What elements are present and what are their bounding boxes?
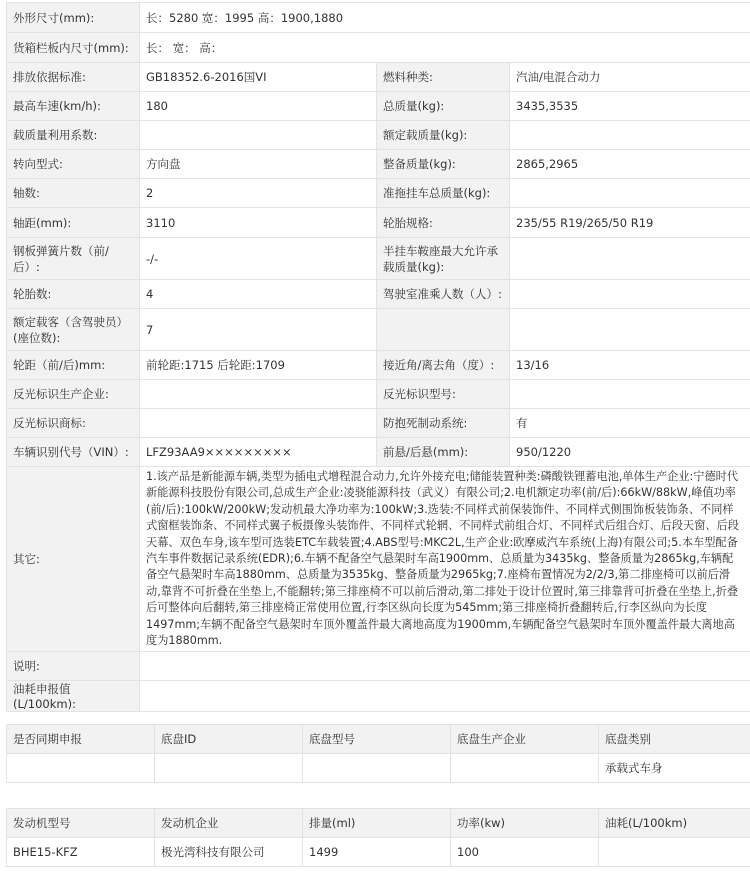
spec-value: 2865,2965 <box>510 150 750 179</box>
spec-label: 前悬/后悬(mm): <box>377 438 510 467</box>
spec-value: LFZ93AA9××××××××× <box>140 438 377 467</box>
spec-label: 整备质量(kg): <box>377 150 510 179</box>
spec-value: -/- <box>140 238 377 280</box>
spec-label: 说明: <box>7 652 140 681</box>
spec-value: 长： 宽： 高： <box>140 33 750 63</box>
table-row <box>7 754 750 783</box>
spec-row <box>7 238 750 280</box>
spec-value: 3110 <box>140 208 377 238</box>
spec-row <box>7 63 750 92</box>
spec-value <box>140 681 750 712</box>
spec-row <box>7 179 750 208</box>
engine-header-displacement: 排量(ml) <box>303 809 451 838</box>
spec-label: 转向型式: <box>7 150 140 179</box>
chassis-header-row <box>7 725 750 754</box>
spec-row <box>7 92 750 121</box>
spec-label: 轮胎数: <box>7 280 140 309</box>
spec-label: 半挂车鞍座最大允许承载质量(kg): <box>377 238 510 280</box>
spec-label: 反光标识型号: <box>377 380 510 409</box>
spec-value: 2 <box>140 179 377 208</box>
chassis-header-type: 底盘类别 <box>599 725 750 754</box>
spec-label: 燃料种类: <box>377 63 510 92</box>
spec-value: 7 <box>140 309 377 351</box>
engine-cell: 100 <box>451 838 599 867</box>
spec-row <box>7 309 750 351</box>
chassis-cell <box>7 754 155 783</box>
spec-value <box>140 652 750 681</box>
engine-table <box>6 808 750 867</box>
spec-value <box>510 179 750 208</box>
spec-label: 货箱栏板内尺寸(mm): <box>7 33 140 63</box>
spec-label: 其它: <box>7 467 140 652</box>
spec-value: 3435,3535 <box>510 92 750 121</box>
engine-header-model: 发动机型号 <box>7 809 155 838</box>
engine-cell: 1499 <box>303 838 451 867</box>
spec-value: 180 <box>140 92 377 121</box>
spec-label: 反光标识商标: <box>7 409 140 438</box>
chassis-header-model: 底盘型号 <box>303 725 451 754</box>
spec-row <box>7 150 750 179</box>
spec-label: 排放依据标准: <box>7 63 140 92</box>
vehicle-spec-table <box>6 2 750 712</box>
spec-label: 载质量利用系数: <box>7 121 140 150</box>
spec-label: 轮胎规格: <box>377 208 510 238</box>
spec-label: 钢板弹簧片数（前/后）: <box>7 238 140 280</box>
spec-row-fuel <box>7 681 750 712</box>
spec-row-other <box>7 467 750 652</box>
table-row <box>7 838 750 867</box>
spec-label: 接近角/离去角（度）: <box>377 351 510 380</box>
chassis-header-maker: 底盘生产企业 <box>451 725 599 754</box>
spec-row <box>7 280 750 309</box>
spec-value <box>510 380 750 409</box>
spec-label: 油耗申报值(L/100km): <box>7 681 140 712</box>
spec-value <box>510 121 750 150</box>
spec-value <box>510 280 750 309</box>
spec-row-note <box>7 652 750 681</box>
spec-value <box>140 121 377 150</box>
chassis-cell <box>303 754 451 783</box>
spec-label: 轴数: <box>7 179 140 208</box>
spec-label: 驾驶室准乘人数（人）: <box>377 280 510 309</box>
chassis-cell <box>451 754 599 783</box>
engine-cell <box>599 838 750 867</box>
spec-row <box>7 351 750 380</box>
spec-value: 长：5280 宽：1995 高：1900,1880 <box>140 3 750 33</box>
spec-label: 反光标识生产企业: <box>7 380 140 409</box>
chassis-header-id: 底盘ID <box>155 725 303 754</box>
spec-value: 4 <box>140 280 377 309</box>
spec-value: 前轮距:1715 后轮距:1709 <box>140 351 377 380</box>
engine-cell: 极光湾科技有限公司 <box>155 838 303 867</box>
engine-header-maker: 发动机企业 <box>155 809 303 838</box>
spec-label: 额定载质量(kg): <box>377 121 510 150</box>
chassis-header-sync: 是否同期申报 <box>7 725 155 754</box>
spec-value: 235/55 R19/265/50 R19 <box>510 208 750 238</box>
spec-label: 车辆识别代号（VIN）: <box>7 438 140 467</box>
chassis-cell <box>155 754 303 783</box>
spec-row-cargo-box <box>7 33 750 63</box>
spec-value: GB18352.6-2016国VI <box>140 63 377 92</box>
spec-value: 有 <box>510 409 750 438</box>
spec-label: 额定载客（含驾驶员）(座位数): <box>7 309 140 351</box>
spec-row <box>7 208 750 238</box>
spec-label: 最高车速(km/h): <box>7 92 140 121</box>
spec-row <box>7 121 750 150</box>
spec-row <box>7 409 750 438</box>
spec-label: 总质量(kg): <box>377 92 510 121</box>
spec-value <box>140 409 377 438</box>
spec-value <box>140 380 377 409</box>
spec-label: 轮距（前/后)mm: <box>7 351 140 380</box>
chassis-cell: 承载式车身 <box>599 754 750 783</box>
spec-other-text: 1.该产品是新能源车辆,类型为插电式增程混合动力,允许外接充电;储能装置种类:磷酸铁锂蓄电池,单体生产企业:宁德时代新能源科技股份有限公司,总成生产企业:凌骁能源科技（武义）有限公司;2.电机额定功率(前/后):66kW/88kW,峰值功率(前/后):100kW/200kW;发动机最大净功率为:100kW;3.选装:不同样式前保装饰件、不同样式侧围饰板装饰条、不同样式窗框装饰条、不同样式翼子板摄像头装饰件、不同样式轮辋、不同样式前组合灯、不同样式后组合灯、后段天窗、后段天幕、双色车身,该车型可选装ETC车载装置;4.ABS型号:MKC2L,生产企业:欧摩威汽车系统(上海)有限公司;5.本车型配备汽车事件数据记录系统(EDR);6.车辆不配备空气悬架时车高1900mm、总质量为3435kg、整备质量为2865kg,车辆配备空气悬架时车高1880mm、总质量为3535kg、整备质量为2965kg;7.座椅布置情况为2/2/3,第二排座椅可以前后滑动,靠背不可折叠在坐垫上,不能翻转;第三排座椅不可以前后滑动,第二排处于设计位置时,第三排靠背可折叠在坐垫上,折叠后可整体向后翻转,第三排座椅正常使用位置,行李区纵向长度为545mm;第三排座椅折叠翻转后,行李区纵向为长度1497mm;车辆不配备空气悬架时车顶外覆盖件最大离地高度为1900mm,车辆配备空气悬架时车顶外覆盖件最大离地高度为1880mm. <box>140 467 750 652</box>
spec-row <box>7 380 750 409</box>
chassis-table <box>6 724 750 783</box>
spec-value: 汽油/电混合动力 <box>510 63 750 92</box>
spec-label: 外形尺寸(mm): <box>7 3 140 33</box>
spec-label: 准拖挂车总质量(kg): <box>377 179 510 208</box>
spec-row-dimensions <box>7 3 750 33</box>
spec-value: 950/1220 <box>510 438 750 467</box>
spec-label: 轴距(mm): <box>7 208 140 238</box>
spec-value <box>510 238 750 280</box>
spec-label <box>377 309 510 351</box>
spec-value <box>510 309 750 351</box>
spec-value: 13/16 <box>510 351 750 380</box>
engine-header-fuel: 油耗(L/100km) <box>599 809 750 838</box>
spec-row <box>7 438 750 467</box>
engine-cell: BHE15-KFZ <box>7 838 155 867</box>
spec-label: 防抱死制动系统: <box>377 409 510 438</box>
engine-header-row <box>7 809 750 838</box>
spec-value: 方向盘 <box>140 150 377 179</box>
engine-header-power: 功率(kw) <box>451 809 599 838</box>
